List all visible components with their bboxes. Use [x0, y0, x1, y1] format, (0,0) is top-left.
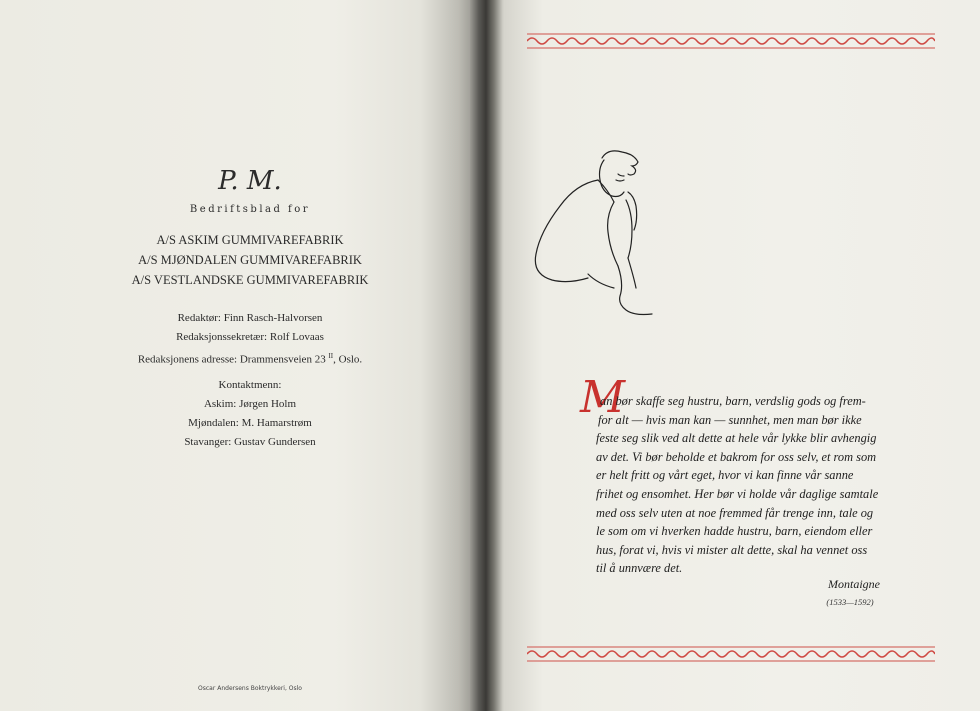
- bottom-border-ornament: [527, 645, 935, 663]
- quote-line: an bør skaffe seg hustru, barn, verdslig gods og frem-: [600, 394, 866, 408]
- staff-block: [100, 309, 400, 370]
- book-gutter: [470, 0, 510, 711]
- pm-logo: P. M.: [218, 166, 282, 196]
- secretary-line: Redaksjonssekretær: Rolf Lovaas: [176, 331, 324, 343]
- top-border-ornament: [527, 32, 935, 50]
- seated-figure-illustration: [532, 140, 662, 320]
- montaigne-quote: [596, 392, 936, 578]
- address-floor: II: [328, 352, 334, 360]
- address-city: , Oslo.: [333, 353, 363, 366]
- quote-line: frihet og ensomhet. Her bør vi holde vår daglige samtale: [596, 486, 879, 501]
- contact-item: Mjøndalen: M. Hamarstrøm: [188, 417, 312, 429]
- quote-line: feste seg slik ved alt dette at hele vår lykke blir avhengig: [596, 431, 877, 446]
- quote-line: hus, forat vi, hvis vi mister alt dette, skal ha vennet oss: [596, 542, 868, 557]
- author-years: (1533—1592): [826, 597, 874, 607]
- company-name: A/S ASKIM GUMMIVAREFABRIK: [156, 233, 344, 247]
- quote-line: le som om vi hverken hadde hustru, barn, eiendom eller: [596, 524, 873, 539]
- company-name: A/S VESTLANDSKE GUMMIVAREFABRIK: [131, 273, 369, 287]
- quote-dropcap: M: [580, 372, 626, 423]
- company-list: [90, 230, 410, 290]
- quote-line: med oss selv uten at noe fremmed får trenge inn, tale og: [596, 505, 874, 520]
- quote-line: er helt fritt og vårt eget, hvor vi kan finne vår sanne: [596, 468, 854, 483]
- quote-author: Montaigne: [828, 577, 880, 591]
- contacts-block: [100, 376, 400, 452]
- contact-item: Stavanger: Gustav Gundersen: [184, 436, 316, 448]
- quote-line: for alt — hvis man kan — sunnhet, men man bør ikke: [598, 412, 862, 427]
- contact-item: Askim: Jørgen Holm: [203, 398, 297, 410]
- address-line: [100, 347, 400, 370]
- company-name: A/S MJØNDALEN GUMMIVAREFABRIK: [138, 253, 362, 267]
- subtitle: Bedriftsblad for: [189, 204, 311, 215]
- quote-line: til å unnvære det.: [596, 561, 683, 576]
- editor-line: Redaktør: Finn Rasch-Halvorsen: [177, 312, 323, 324]
- printer-credit: Oscar Andersens Boktrykkeri, Oslo: [198, 685, 302, 692]
- quote-line: av det. Vi bør beholde et bakrom for oss selv, et rom som: [596, 449, 877, 464]
- right-page: [505, 0, 980, 711]
- contacts-heading: Kontaktmenn:: [218, 379, 282, 391]
- address-text: Redaksjonens adresse: Drammensveien 23: [137, 353, 326, 366]
